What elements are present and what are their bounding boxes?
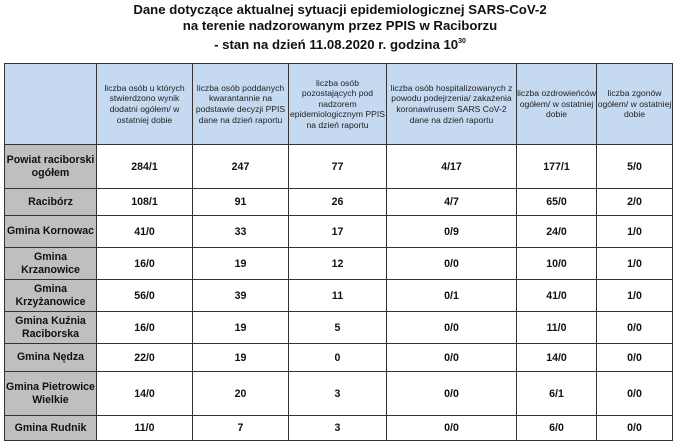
table-row [5,344,673,372]
table-cell: 4/17 [387,145,517,189]
table-cell: 284/1 [97,145,193,189]
col-header-deaths: liczba zgonów ogółem/ w ostatniej dobie [597,64,673,145]
table-cell: 7 [193,416,289,441]
epidemiology-table [4,63,673,441]
table-cell: 0/0 [597,312,673,344]
table-cell: 0 [289,344,387,372]
table-cell: 0/0 [387,416,517,441]
col-header-supervision: liczba osób pozostających pod nadzorem epidemiologicznym PPIS na dzień raportu [289,64,387,145]
table-cell: 4/7 [387,189,517,216]
table-cell: 19 [193,344,289,372]
row-label: Gmina Krzyżanowice [5,280,97,312]
title-line-3-text: - stan na dzień 11.08.2020 r. godzina 10 [214,37,459,52]
table-cell: 56/0 [97,280,193,312]
title-line-2: na terenie nadzorowanym przez PPIS w Raciborzu [182,18,498,33]
title-line-3 [0,34,680,53]
table-cell: 0/0 [387,372,517,416]
table-cell: 0/1 [387,280,517,312]
table-cell: 0/0 [387,344,517,372]
table-cell: 14/0 [517,344,597,372]
table-cell: 5/0 [597,145,673,189]
table-cell: 11/0 [517,312,597,344]
table-cell: 5 [289,312,387,344]
table-row [5,248,673,280]
table-cell: 41/0 [97,216,193,248]
table-cell: 24/0 [517,216,597,248]
table-cell: 14/0 [97,372,193,416]
table-cell: 11/0 [97,416,193,441]
col-header-quarantine: liczba osób poddanych kwarantannie na podstawie decyzji PPIS dane na dzień raportu [193,64,289,145]
row-label: Gmina Kuźnia Raciborska [5,312,97,344]
row-label: Powiat raciborski ogółem [5,145,97,189]
table-cell: 0/0 [387,312,517,344]
table-row [5,312,673,344]
row-label: Gmina Krzanowice [5,248,97,280]
table-cell: 41/0 [517,280,597,312]
table-cell: 0/9 [387,216,517,248]
table-cell: 19 [193,312,289,344]
table-cell: 0/0 [387,248,517,280]
table-cell: 20 [193,372,289,416]
table-cell: 91 [193,189,289,216]
table-cell: 22/0 [97,344,193,372]
table-row [5,280,673,312]
table-cell: 19 [193,248,289,280]
table-row [5,372,673,416]
header-row [5,64,673,145]
table-cell: 0/0 [597,416,673,441]
corner-cell [5,64,97,145]
row-label: Racibórz [5,189,97,216]
table-cell: 6/0 [517,416,597,441]
row-label: Gmina Rudnik [5,416,97,441]
table-cell: 3 [289,372,387,416]
title-line-1: Dane dotyczące aktualnej sytuacji epidemiologicznej SARS-CoV-2 [133,2,547,17]
table-cell: 65/0 [517,189,597,216]
table-cell: 33 [193,216,289,248]
table-row [5,189,673,216]
table-cell: 2/0 [597,189,673,216]
report-title [0,2,680,53]
row-label: Gmina Nędza [5,344,97,372]
table-cell: 1/0 [597,280,673,312]
table-cell: 26 [289,189,387,216]
table-cell: 177/1 [517,145,597,189]
table-cell: 3 [289,416,387,441]
table-cell: 108/1 [97,189,193,216]
table-cell: 77 [289,145,387,189]
table-cell: 1/0 [597,216,673,248]
table-cell: 39 [193,280,289,312]
col-header-hospitalized: liczba osób hospitalizowanych z powodu podejrzenia/ zakażenia koronawirusem SARS CoV-2 dane na dzień raportu [387,64,517,145]
table-cell: 1/0 [597,248,673,280]
table-cell: 0/0 [597,344,673,372]
row-label: Gmina Kornowac [5,216,97,248]
table-cell: 16/0 [97,248,193,280]
title-time-superscript: 30 [458,38,466,45]
col-header-recovered: liczba ozdrowieńców ogółem/ w ostatniej dobie [517,64,597,145]
table-cell: 16/0 [97,312,193,344]
table-cell: 0/0 [597,372,673,416]
table-cell: 247 [193,145,289,189]
col-header-positive: liczba osób u których stwierdzono wynik dodatni ogółem/ w ostatniej dobie [97,64,193,145]
table-row [5,216,673,248]
table-cell: 17 [289,216,387,248]
table-cell: 6/1 [517,372,597,416]
table-cell: 12 [289,248,387,280]
table-cell: 11 [289,280,387,312]
table-row [5,416,673,441]
table-row [5,145,673,189]
row-label: Gmina Pietrowice Wielkie [5,372,97,416]
table-cell: 10/0 [517,248,597,280]
